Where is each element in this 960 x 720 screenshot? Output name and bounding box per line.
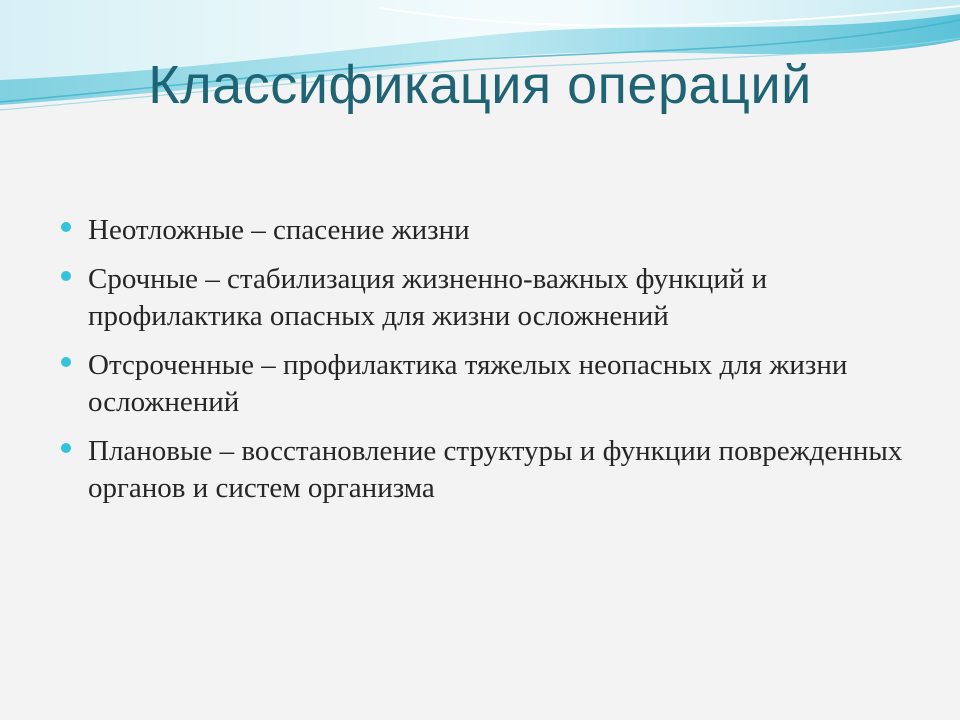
bullet-text: Срочные – стабилизация жизненно-важных функций и профилактика опасных для жизни осложнений: [88, 263, 768, 332]
bullet-dot-icon: [61, 222, 71, 232]
slide-title: Классификация операций: [148, 55, 812, 115]
bullet-dot-icon: [61, 443, 71, 453]
bullet-list: [60, 212, 920, 519]
bullet-dot-icon: [61, 357, 71, 367]
bullet-text: Неотложные – спасение жизни: [88, 214, 470, 246]
bullet-text: Плановые – восстановление структуры и функции поврежденных органов и систем организма: [88, 435, 903, 504]
bullet-item-urgent: [60, 212, 920, 249]
bullet-item-expedited: [60, 261, 920, 335]
bullet-item-planned: [60, 433, 920, 507]
bullet-dot-icon: [61, 271, 71, 281]
bullet-item-delayed: [60, 347, 920, 421]
bullet-text: Отсроченные – профилактика тяжелых неопасных для жизни осложнений: [88, 349, 848, 418]
